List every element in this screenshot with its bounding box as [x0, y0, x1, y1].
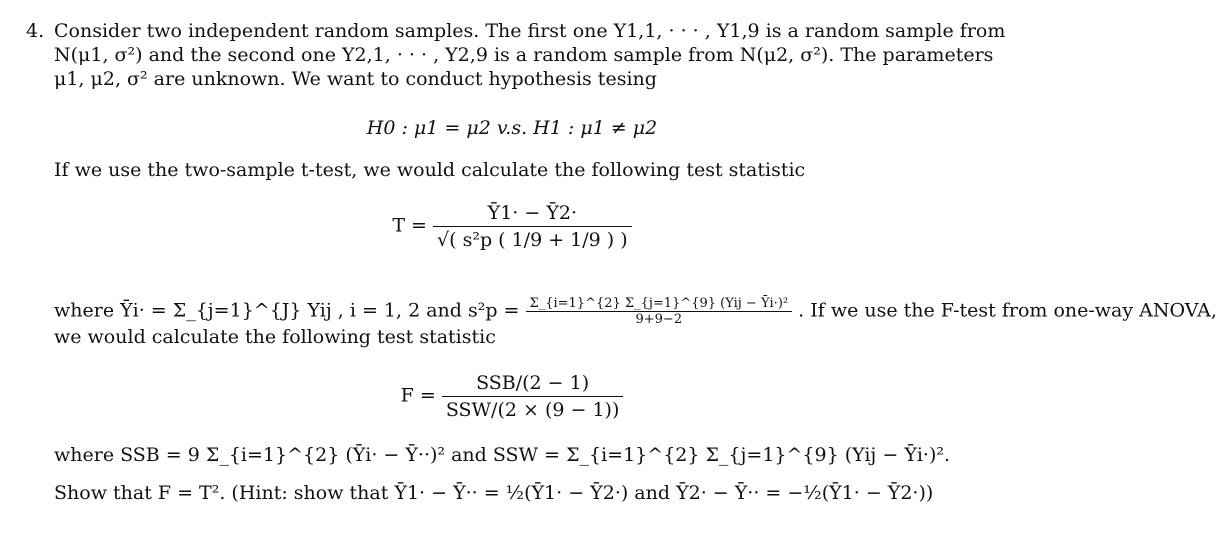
hypothesis-statement: [0, 115, 1024, 141]
sp-fraction: [526, 296, 793, 327]
hypothesis-text: H0 : μ1 = μ2 v.s. H1 : μ1 ≠ μ2: [366, 117, 658, 139]
f-statistic-formula: [0, 370, 1024, 423]
f-fraction: [442, 370, 624, 423]
where-line-start: where Ȳi· = Σ_{j=1}^{J} Yij , i = 1, 2 and s²p =: [54, 299, 520, 322]
t-fraction: [433, 200, 632, 253]
f-numerator: SSB/(2 − 1): [442, 370, 624, 397]
f-test-intro: we would calculate the following test statistic: [54, 326, 496, 348]
sp-numerator: Σ_{i=1}^{2} Σ_{j=1}^{9} (Yij − Ȳi·)²: [526, 296, 793, 312]
t-test-intro: If we use the two-sample t-test, we would calculate the following test statistic: [54, 159, 806, 181]
intro-line-3: μ1, μ2, σ² are unknown. We want to conduct hypothesis tesing: [54, 68, 657, 90]
problem-number: 4.: [26, 20, 45, 42]
t-statistic-formula: [0, 200, 1024, 253]
ssb-ssw-definition: where SSB = 9 Σ_{i=1}^{2} (Ȳi· − Ȳ··)² and SSW = Σ_{i=1}^{2} Σ_{j=1}^{9} (Yij − Ȳi·)².: [54, 444, 951, 466]
t-denominator: √( s²p ( 1/9 + 1/9 ) ): [437, 229, 628, 251]
where-sp-line: [54, 296, 1217, 327]
t-numerator: Ȳ1· − Ȳ2·: [433, 200, 632, 227]
f-lhs: F =: [400, 384, 436, 407]
where-line-end: . If we use the F-test from one-way ANOVA,: [798, 299, 1217, 322]
intro-line-2: N(μ1, σ²) and the second one Y2,1, · · · , Y2,9 is a random sample from N(μ2, σ²). The parameters: [54, 44, 994, 66]
sp-denominator: 9+9−2: [635, 312, 683, 327]
intro-line-1: Consider two independent random samples. The first one Y1,1, · · · , Y1,9 is a random sample from: [54, 20, 1006, 42]
f-denominator: SSW/(2 × (9 − 1)): [445, 399, 620, 421]
show-that-line: Show that F = T². (Hint: show that Ȳ1· − Ȳ·· = ½(Ȳ1· − Ȳ2·) and Ȳ2· − Ȳ·· = −½(Ȳ1· − Ȳ2·)): [54, 482, 934, 504]
t-lhs: T =: [392, 214, 427, 237]
